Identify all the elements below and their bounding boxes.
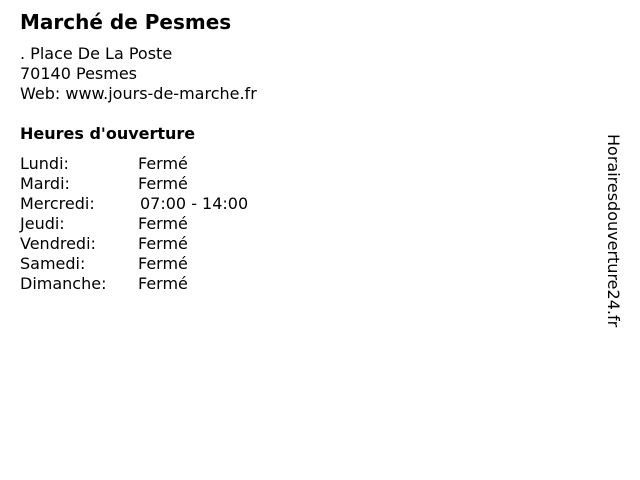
hours-row-thursday: [20, 214, 248, 234]
day-hours: Fermé: [138, 234, 188, 253]
day-hours: Fermé: [138, 274, 188, 293]
hours-row-friday: [20, 234, 248, 254]
hours-row-sunday: [20, 274, 248, 294]
day-label: Jeudi:: [20, 214, 65, 233]
hours-row-wednesday: [20, 194, 248, 214]
hours-row-monday: [20, 154, 248, 174]
day-hours: Fermé: [138, 214, 188, 233]
day-label: Lundi:: [20, 154, 69, 173]
day-label: Samedi:: [20, 254, 86, 273]
day-hours: Fermé: [138, 174, 188, 193]
page-title: Marché de Pesmes: [20, 10, 232, 34]
website-line: Web: www.jours-de-marche.fr: [20, 84, 257, 103]
address-street: . Place De La Poste: [20, 44, 173, 63]
day-label: Mardi:: [20, 174, 70, 193]
day-hours: 07:00 - 14:00: [140, 194, 249, 213]
day-label: Dimanche:: [20, 274, 107, 293]
hours-row-saturday: [20, 254, 248, 274]
opening-hours-heading: Heures d'ouverture: [20, 124, 196, 143]
day-label: Mercredi:: [20, 194, 95, 213]
day-hours: Fermé: [138, 154, 188, 173]
opening-hours-table: [20, 154, 248, 294]
hours-row-tuesday: [20, 174, 248, 194]
site-watermark: Horairesdouverture24.fr: [604, 134, 623, 328]
address-city: 70140 Pesmes: [20, 64, 138, 83]
day-hours: Fermé: [138, 254, 188, 273]
day-label: Vendredi:: [20, 234, 96, 253]
address-block: [20, 44, 257, 104]
